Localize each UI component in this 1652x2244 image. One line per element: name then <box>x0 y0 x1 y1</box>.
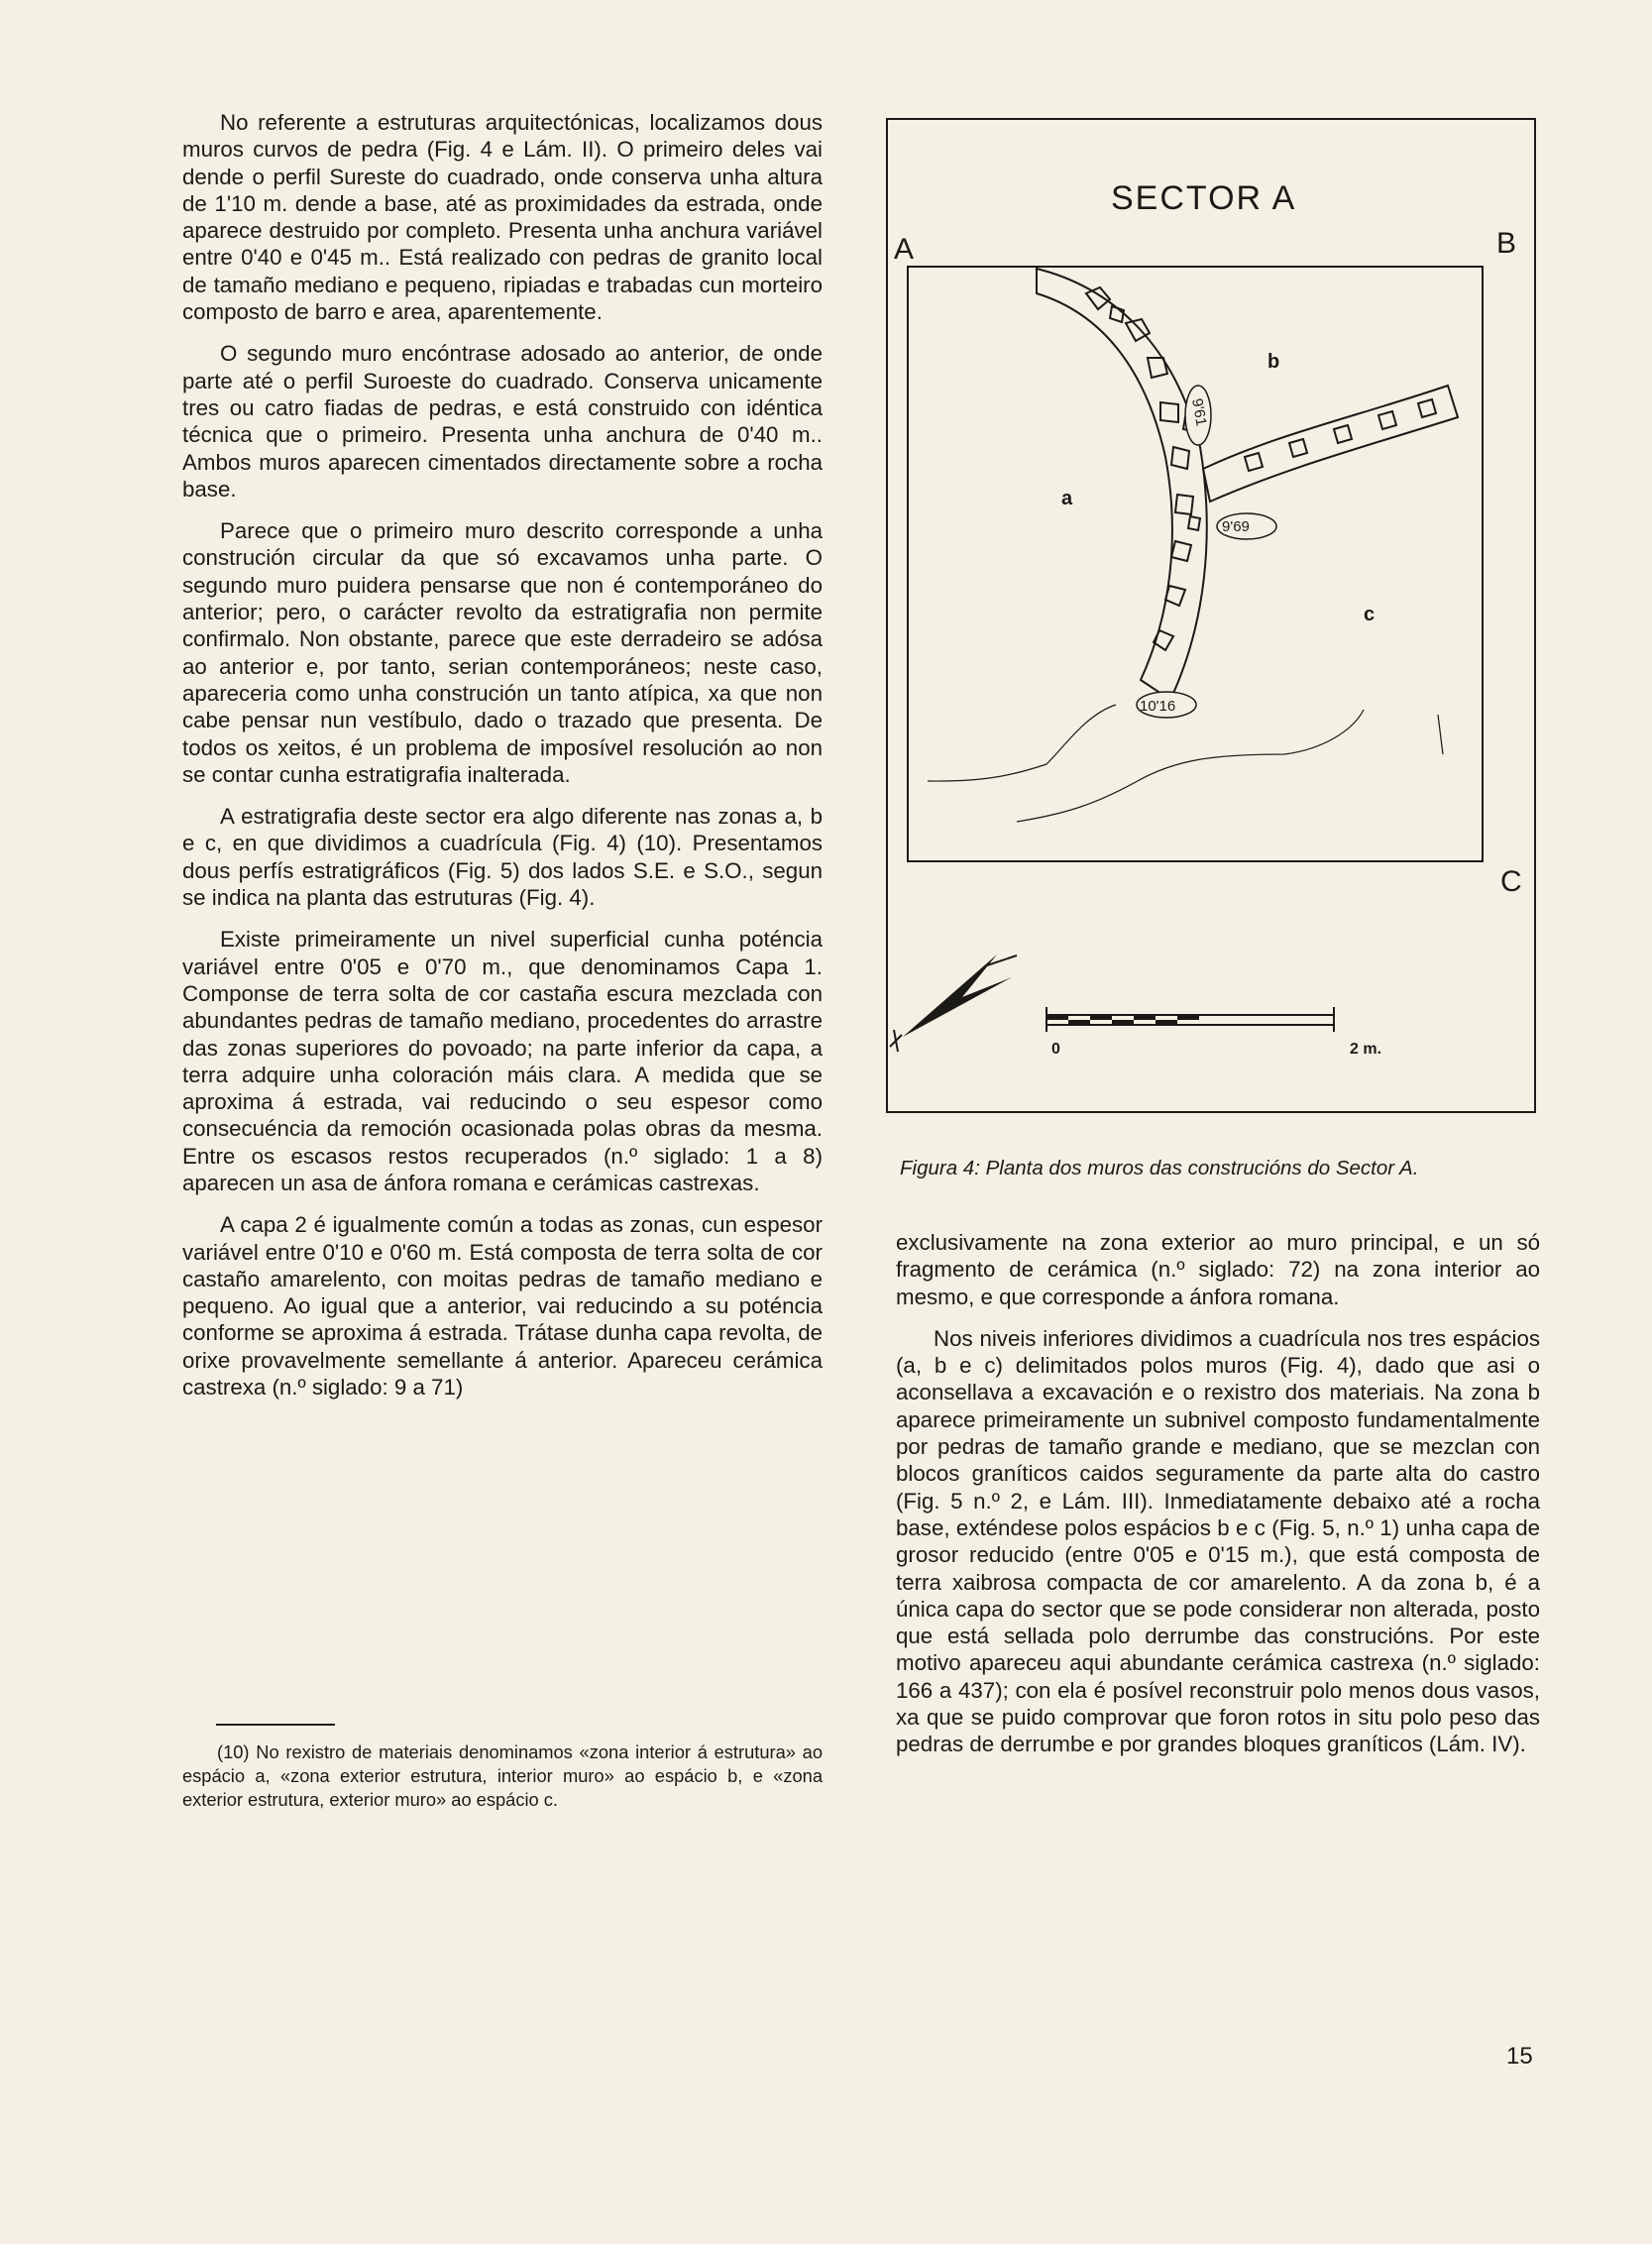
scale-end-label: 2 m. <box>1350 1041 1382 1058</box>
paragraph: Existe primeiramente un nivel superficial cunha poténcia variável entre 0'05 e 0'70 m., que denominamos Capa 1. Componse de terra solta de cor castaña escura mezclada con abundantes pedras de tamaño mediano, procedentes do arrastre das zonas superiores do povoado; na parte inferior da capa, a terra adquire unha coloración máis clara. A medida que se aproxima á estrada, vai reducindo o seu espesor como consecuéncia da remoción ocasionada polas obras da mesma. Entre os escasos restos recuperados (n.º siglado: 1 a 8) aparecen un asa de ánfora romana e cerámicas castrexas. <box>182 927 823 1195</box>
zone-label-c: c <box>1364 604 1376 625</box>
paragraph: Parece que o primeiro muro descrito corresponde a unha construción circular da que só excavamos unha parte. O segundo muro puidera pensarse que non é contemporáneo do anterior; pero, o carácter revolto da estratigrafia non permite confirmalo. Non obstante, parece que este derradeiro se adósa ao anterior e, por tanto, serian contemporáneos; neste caso, apareceria como unha construción un tanto atípica, xa que non cabe pensar nun vestíbulo, dado o trazado que presenta. De todos os xeitos, é un problema de imposível resolución ao non se contar cunha estratigrafia inalterada. <box>182 518 823 787</box>
paragraph: O segundo muro encóntrase adosado ao anterior, de onde parte até o perfil Suroeste do cuadrado. Conserva unicamente tres ou catro fiadas de pedras, e está construido con idéntica técnica que o primeiro. Presenta unha anchura de 0'40 m.. Ambos muros aparecen cimentados directamente sobre a rocha base. <box>182 341 823 502</box>
footnote-rule <box>216 1724 335 1726</box>
svg-text:10'16: 10'16 <box>1140 698 1176 715</box>
sector-title: SECTOR A <box>1111 179 1297 217</box>
road-edge-lines <box>928 705 1443 822</box>
svg-text:9'61: 9'61 <box>1188 396 1210 428</box>
zone-label-a: a <box>1061 488 1073 509</box>
elevation-marker-2 <box>1217 513 1276 539</box>
corner-label-c: C <box>1500 865 1522 898</box>
paragraph: A capa 2 é igualmente común a todas as zonas, cun espesor variável entre 0'10 e 0'60 m. Está composta de terra solta de cor castaño amarelento, con moitas pedras de tamaño mediano e pequeno. Ao igual que a anterior, vai reducindo a su poténcia conforme se aproxima á estrada. Trátase dunha capa revolta, de orixe provavelmente semellante á anterior. Apareceu cerámica castrexa (n.º siglado: 9 a 71) <box>182 1212 823 1401</box>
paragraph: Nos niveis inferiores dividimos a cuadrícula nos tres espácios (a, b e c) delimitados polos muros (Fig. 4), dado que asi o aconsellava a excavación e o rexistro dos materiais. Na zona b aparece primeiramente un subnivel composto fundamentalmente por pedras de tamaño grande e mediano, que se mezclan con blocos graníticos caidos seguramente da parte alta do castro (Fig. 5 n.º 2, e Lám. III). Inmediatamente debaixo até a rocha base, exténdese polos espácios b e c (Fig. 5, n.º 1) unha capa de grosor reducido (entre 0'05 e 0'15 m.), que está composta de terra xaibrosa compacta de cor amarelento. A da zona b, é a única capa do sector que se pode considerar non alterada, posto que está sellada polo derrumbe das construcións. Por este motivo apareceu aqui abundante cerámica castrexa (n.º siglado: 166 a 437); con ela é posível reconstruir polo menos dous vasos, xa que se puido comprovar que foron rotos in situ polo peso das pedras de derrumbe e por grandes bloques graníticos (Lám. IV). <box>896 1325 1540 1757</box>
svg-text:9'69: 9'69 <box>1222 518 1250 535</box>
elevation-marker-3 <box>1137 692 1196 718</box>
sector-a-plan <box>888 120 1534 1111</box>
corner-label-b: B <box>1496 227 1517 260</box>
scale-zero-label: 0 <box>1051 1041 1060 1058</box>
zone-label-b: b <box>1267 351 1280 373</box>
left-text-column <box>182 109 823 1415</box>
footnote-text: (10) No rexistro de materiais denominamos «zona interior á estrutura» ao espácio a, «zona exterior estrutura, interior muro» ao espácio b, e «zona exterior estrutura, exterior muro» ao espácio c. <box>182 1741 823 1810</box>
main-curved-wall <box>1037 269 1207 700</box>
paragraph: exclusivamente na zona exterior ao muro principal, e un só fragmento de cerámica (n.º siglado: 72) na zona interior ao mesmo, e que corresponde a ánfora romana. <box>896 1230 1540 1309</box>
corner-label-a: A <box>894 233 915 266</box>
page-number: 15 <box>1506 2043 1533 2070</box>
right-text-column <box>896 1229 1540 1773</box>
north-arrow-icon <box>890 954 1017 1052</box>
second-wall <box>1203 386 1458 502</box>
scale-bar <box>1046 1007 1381 1058</box>
excavation-square <box>908 267 1483 861</box>
paragraph: A estratigrafia deste sector era algo diferente nas zonas a, b e c, en que dividimos a cuadrícula (Fig. 4) (10). Presentamos dous perfís estratigráficos (Fig. 5) dos lados S.E. e S.O., segun se indica na planta das estruturas (Fig. 4). <box>182 804 823 911</box>
footnote <box>182 1740 823 1812</box>
figure-caption: Figura 4: Planta dos muros das construcións do Sector A. <box>900 1157 1419 1179</box>
figure-4-frame <box>886 118 1536 1113</box>
paragraph: No referente a estruturas arquitectónicas, localizamos dous muros curvos de pedra (Fig. 4 e Lám. II). O primeiro deles vai dende o perfil Sureste do cuadrado, onde conserva unha altura de 1'10 m. dende a base, até as proximidades da estrada, onde aparece destruido por completo. Presenta unha anchura variável entre 0'40 e 0'45 m.. Está realizado con pedras de granito local de tamaño mediano e pequeno, ripiadas e trabadas cun morteiro composto de barro e area, aparentemente. <box>182 110 823 325</box>
elevation-marker-1 <box>1185 386 1211 445</box>
